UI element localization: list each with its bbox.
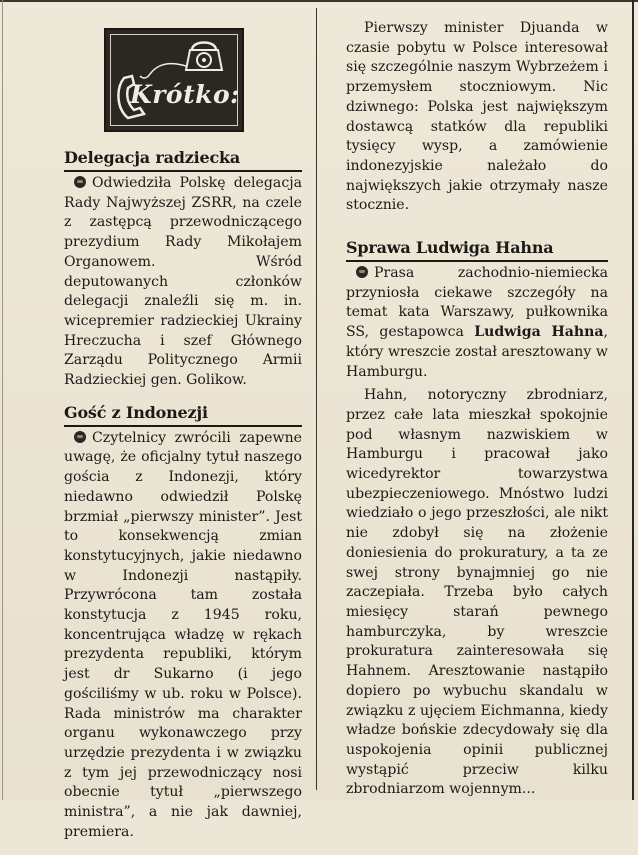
left-edge <box>2 0 3 800</box>
article-gosc-continuation <box>346 19 608 216</box>
article-gosc <box>64 403 302 843</box>
article-body: Czytelnicy zwrócili zapewne uwagę, że oficjalny tytuł naszego gościa z Indonezji, który niedawno odwiedził Polskę brzmiał „pierwszy minister”. Jest to konsekwencją zmian konstytucyjnych, jakie niedawno w Indonezji nastąpiły. Przywrócona tam została konstytucja z 1945 roku, koncentrująca władzę w rękach prezydenta republiki, którym jest dr Sukarno (i jego gościliśmy w ub. roku w Polsce). Rada ministrów ma charakter organu wykonawczego przy urzędzie prezydenta i w związku z tym jej przewodniczący nosi obecnie tytuł „pierwszego ministra”, a nie jak dawniej, premiera. <box>64 429 302 840</box>
right-column <box>346 19 608 812</box>
top-rule <box>0 0 638 2</box>
logo-title: Krótko: <box>130 80 240 109</box>
bullet-icon <box>356 266 368 278</box>
article-body: Prasa zachodnio-niemiecka przyniosła ciekawe szczegóły na temat kata Warszawy, pułkownika SS, gestapowca Ludwiga Hahna, który wreszcie został aresztowany w Hamburgu. <box>346 265 609 380</box>
article-body: Hahn, notoryczny zbrodniarz, przez całe lata mieszkał spokojnie pod własnym nazwiskiem w Hamburgu i pracował jako wicedyrektor towarzystwa ubezpieczeniowego. Mnóstwo ludzi wiedziało o jego przeszłości, ale nikt nie zdobył się na złożenie doniesienia do prokuratury, a ta ze swej strony bynajmniej go nie zaczepiała. Trzeba było całych miesięcy starań pewnego hamburczyka, by wreszcie prokuratura zainteresowała się Hahnem. Aresztowanie nastąpiło dopiero po wybuchu skandalu w związku z ujęciem Eichmanna, kiedy władze bońskie zdecydowały się dla uspokojenia opinii publicznej wystąpić przeciw kilku zbrodniarzom wojennym... <box>346 387 608 798</box>
column-divider <box>316 8 317 790</box>
bullet-icon <box>74 176 86 188</box>
bullet-icon <box>74 431 86 443</box>
article-heading: Gość z Indonezji <box>64 403 302 427</box>
article-delegacja <box>64 148 302 391</box>
article-heading: Delegacja radziecka <box>64 148 302 172</box>
left-column <box>64 148 302 855</box>
article-body: Pierwszy minister Djuanda w czasie pobytu w Polsce interesował się szczególnie naszym Wybrzeżem i przemysłem stoczniowym. Nic dziwnego: Polska jest największym dostawcą statków dla republiki tysięcy wysp, a zamówienie indonezyjskie należało do największych jakie otrzymały nasze stocznie. <box>346 20 608 214</box>
krotko-logo <box>104 28 244 132</box>
right-rule <box>632 0 634 800</box>
article-hahn <box>346 238 608 800</box>
article-body: Odwiedziła Polskę delegacja Rady Najwyższej ZSRR, na czele z zastępcą przewodniczącego prezydium Rady Mikołajem Organowem. Wśród deputowanych członków delegacji znaleźli się m. in. wicepremier radzieckiej Ukrainy Hreczucha i szef Głównego Zarządu Politycznego Armii Radzieckiej gen. Golikow. <box>64 175 302 389</box>
article-heading: Sprawa Ludwiga Hahna <box>346 238 608 262</box>
